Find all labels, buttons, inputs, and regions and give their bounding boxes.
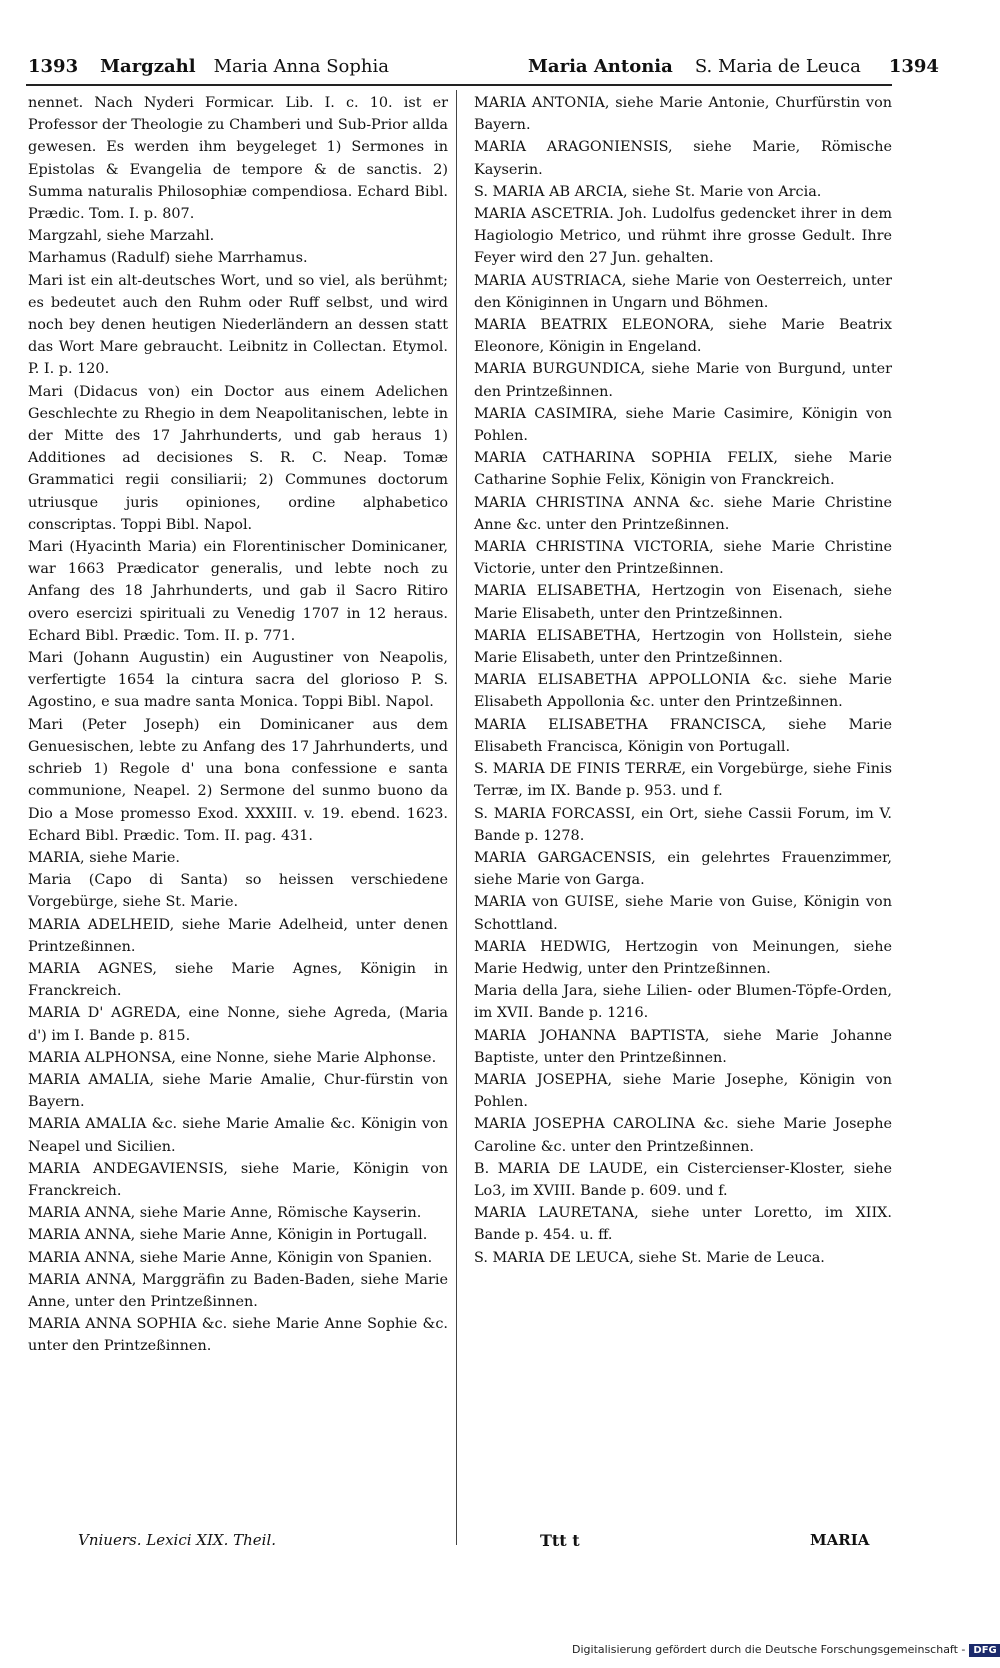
column-divider bbox=[456, 90, 457, 1545]
dictionary-entry: MARIA CASIMIRA, siehe Marie Casimire, Königin von Pohlen. bbox=[474, 405, 892, 445]
dictionary-entry: B. MARIA DE LAUDE, ein Cistercienser-Kloster, siehe Lo3, im XVIII. Bande p. 609. und f. bbox=[474, 1160, 892, 1199]
dictionary-entry: MARIA AMALIA &c. siehe Marie Amalie &c. Königin von Neapel und Sicilien. bbox=[28, 1116, 448, 1155]
right-running-header bbox=[528, 56, 939, 77]
dictionary-entry: Mari (Peter Joseph) ein Dominicaner aus dem Genuesischen, lebte zu Anfang des 17 Jahrhunderts, und schrieb 1) Regole d' una bona confessione e santa communione, Neapel. 2) Sermone del sunmo buono da Dio a Mose promesso Exod. XXXIII. v. 19. ebend. 1623. Echard Bibl. Prædic. Tom. II. pag. 431. bbox=[28, 716, 448, 844]
dictionary-entry: MARIA ADELHEID, siehe Marie Adelheid, unter denen Printzeßinnen. bbox=[28, 916, 448, 955]
dictionary-entry: S. MARIA AB ARCIA, siehe St. Marie von Arcia. bbox=[474, 183, 822, 200]
dictionary-entry: MARIA ELISABETHA, Hertzogin von Eisenach, siehe Marie Elisabeth, unter den Printzeßinnen. bbox=[474, 583, 892, 622]
dictionary-entry: MARIA JOSEPHA CAROLINA &c. siehe Marie Josephe Caroline &c. unter den Printzeßinnen. bbox=[474, 1116, 892, 1155]
dictionary-entry: MARIA CHRISTINA VICTORIA, siehe Marie Christine Victorie, unter den Printzeßinnen. bbox=[474, 539, 892, 578]
dictionary-entry: MARIA ANNA, siehe Marie Anne, Königin in Portugall. bbox=[28, 1227, 428, 1244]
dfg-logo: DFG bbox=[969, 1644, 1000, 1657]
dictionary-entry: MARIA AUSTRIACA, siehe Marie von Oesterreich, unter den Königinnen in Ungarn und Böhmen. bbox=[474, 272, 892, 311]
dictionary-entry: MARIA JOHANNA BAPTISTA, siehe Marie Johanne Baptiste, unter den Printzeßinnen. bbox=[474, 1027, 892, 1066]
dictionary-entry: Maria (Capo di Santa) so heissen verschiedene Vorgebürge, siehe St. Marie. bbox=[28, 872, 448, 911]
dictionary-entry: MARIA BEATRIX ELEONORA, siehe Marie Beatrix Eleonore, Königin in Engeland. bbox=[474, 317, 892, 356]
dictionary-entry: MARIA, siehe Marie. bbox=[28, 849, 180, 866]
footer-catchword: MARIA bbox=[810, 1531, 870, 1549]
left-running-header bbox=[28, 56, 389, 77]
dictionary-entry: MARIA HEDWIG, Hertzogin von Meinungen, siehe Marie Hedwig, unter den Printzeßinnen. bbox=[474, 938, 892, 977]
dictionary-entry: MARIA AGNES, siehe Marie Agnes, Königin in Franckreich. bbox=[28, 960, 448, 1000]
dictionary-entry: Mari (Johann Augustin) ein Augustiner von Neapolis, verfertigte 1654 la cintura sacra del glorioso P. S. Agostino, e sua madre santa Monica. Toppi Bibl. Napol. bbox=[28, 650, 448, 711]
dictionary-entry: Mari (Didacus von) ein Doctor aus einem Adelichen Geschlechte zu Rhegio in dem Neapolitanischen, lebte in der Mitte des 17 Jahrhunderts, und gab heraus 1) Additiones ad decisiones S. R. C. Neap. Tomæ Grammatici regii consiliarii; 2) Communes doctorum utriusque juris opiniones, ordine alphabetico conscriptas. Toppi Bibl. Napol. bbox=[28, 383, 448, 533]
dictionary-entry: Marhamus (Radulf) siehe Marrhamus. bbox=[28, 250, 308, 267]
dictionary-entry: nennet. Nach Nyderi Formicar. Lib. I. c. 10. ist er Professor der Theologie zu Chamberi und Sub-Prior allda gewesen. Es werden ihm beygeleget 1) Sermones in Epistolas & Evangelia de tempore & de sanctis. 2) Summa naturalis Philosophiæ compendiosa. Echard Bibl. Prædic. Tom. I. p. 807. bbox=[28, 95, 448, 223]
right-column bbox=[474, 92, 892, 1269]
header-rule bbox=[26, 84, 892, 86]
dictionary-entry: MARIA CATHARINA SOPHIA FELIX, siehe Marie Catharine Sophie Felix, Königin von Franckreich. bbox=[474, 450, 892, 489]
dictionary-entry: MARIA ALPHONSA, eine Nonne, siehe Marie Alphonse. bbox=[28, 1049, 437, 1066]
dictionary-entry: MARIA D' AGREDA, eine Nonne, siehe Agreda, (Maria d') im I. Bande p. 815. bbox=[28, 1005, 448, 1044]
dictionary-entry: MARIA ELISABETHA APPOLLONIA &c. siehe Marie Elisabeth Appollonia &c. unter den Printzeßinnen. bbox=[474, 672, 892, 711]
right-page-number: 1394 bbox=[888, 56, 939, 77]
footer-sheet-mark: Ttt t bbox=[540, 1531, 580, 1550]
dictionary-entry: MARIA ARAGONIENSIS, siehe Marie, Römische Kayserin. bbox=[474, 139, 892, 178]
credit-text: Digitalisierung gefördert durch die Deutsche Forschungsgemeinschaft - bbox=[572, 1643, 966, 1656]
dictionary-entry: MARIA ASCETRIA. Joh. Ludolfus gedencket ihrer in dem Hagiologio Metrico, und rühmt ihre grosse Gedult. Ihre Feyer wird den 27 Jun. gehalten. bbox=[474, 206, 892, 267]
dictionary-entry: MARIA ANNA, Marggräfin zu Baden-Baden, siehe Marie Anne, unter den Printzeßinnen. bbox=[28, 1271, 448, 1310]
dictionary-entry: Mari (Hyacinth Maria) ein Florentinischer Dominicaner, war 1663 Prædicator generalis, und lebte noch zu Anfang des 18 Jahrhunderts, und gab il Sacro Ritiro overo esercizi spirituali zu Venedig 1707 in 12 heraus. Echard Bibl. Prædic. Tom. II. p. 771. bbox=[28, 539, 448, 644]
dictionary-entry: Maria della Jara, siehe Lilien- oder Blumen-Töpfe-Orden, im XVII. Bande p. 1216. bbox=[474, 983, 892, 1022]
dictionary-entry: MARIA ANNA SOPHIA &c. siehe Marie Anne Sophie &c. unter den Printzeßinnen. bbox=[28, 1316, 448, 1355]
dictionary-entry: MARIA LAURETANA, siehe unter Loretto, im XIIX. Bande p. 454. u. ff. bbox=[474, 1205, 892, 1244]
left-header-keyword: Margzahl bbox=[100, 56, 196, 77]
dictionary-entry: MARIA BURGUNDICA, siehe Marie von Burgund, unter den Printzeßinnen. bbox=[474, 361, 892, 400]
footer-signature: Vniuers. Lexici XIX. Theil. bbox=[78, 1531, 277, 1549]
dictionary-entry: MARIA ELISABETHA, Hertzogin von Hollstein, siehe Marie Elisabeth, unter den Printzeßinnen. bbox=[474, 627, 892, 667]
dictionary-entry: MARIA JOSEPHA, siehe Marie Josephe, Königin von Pohlen. bbox=[474, 1071, 892, 1111]
dictionary-entry: S. MARIA DE LEUCA, siehe St. Marie de Leuca. bbox=[474, 1249, 825, 1266]
digitization-credit bbox=[572, 1643, 1000, 1657]
dictionary-entry: MARIA AMALIA, siehe Marie Amalie, Chur-fürstin von Bayern. bbox=[28, 1071, 448, 1111]
dictionary-entry: MARIA ANNA, siehe Marie Anne, Königin von Spanien. bbox=[28, 1249, 433, 1266]
dictionary-entry: MARIA ANNA, siehe Marie Anne, Römische Kayserin. bbox=[28, 1205, 422, 1222]
left-column bbox=[28, 92, 448, 1358]
dictionary-entry: MARIA GARGACENSIS, ein gelehrtes Frauenzimmer, siehe Marie von Garga. bbox=[474, 849, 892, 889]
dictionary-entry: MARIA ANDEGAVIENSIS, siehe Marie, Königin von Franckreich. bbox=[28, 1160, 448, 1199]
dictionary-entry: MARIA CHRISTINA ANNA &c. siehe Marie Christine Anne &c. unter den Printzeßinnen. bbox=[474, 494, 892, 533]
right-header-range-1: Maria Antonia bbox=[528, 56, 673, 77]
dictionary-entry: Margzahl, siehe Marzahl. bbox=[28, 228, 215, 245]
dictionary-entry: MARIA ELISABETHA FRANCISCA, siehe Marie Elisabeth Francisca, Königin von Portugall. bbox=[474, 716, 892, 755]
left-page-number: 1393 bbox=[28, 56, 79, 77]
dictionary-entry: Mari ist ein alt-deutsches Wort, und so viel, als berühmt; es bedeutet auch den Ruhm oder Ruff selbst, und wird noch bey denen heutigen Niederländern an dessen statt das Wort Mare gebraucht. Leibnitz in Collectan. Etymol. P. I. p. 120. bbox=[28, 272, 448, 378]
left-header-range: Maria Anna Sophia bbox=[213, 56, 389, 77]
dictionary-entry: MARIA von GUISE, siehe Marie von Guise, Königin von Schottland. bbox=[474, 894, 892, 933]
right-header-range-2: S. Maria de Leuca bbox=[694, 56, 861, 77]
dictionary-entry: S. MARIA DE FINIS TERRÆ, ein Vorgebürge, siehe Finis Terræ, im IX. Bande p. 953. und f. bbox=[474, 761, 892, 800]
dictionary-entry: S. MARIA FORCASSI, ein Ort, siehe Cassii Forum, im V. Bande p. 1278. bbox=[474, 805, 892, 844]
dictionary-entry: MARIA ANTONIA, siehe Marie Antonie, Churfürstin von Bayern. bbox=[474, 95, 892, 134]
